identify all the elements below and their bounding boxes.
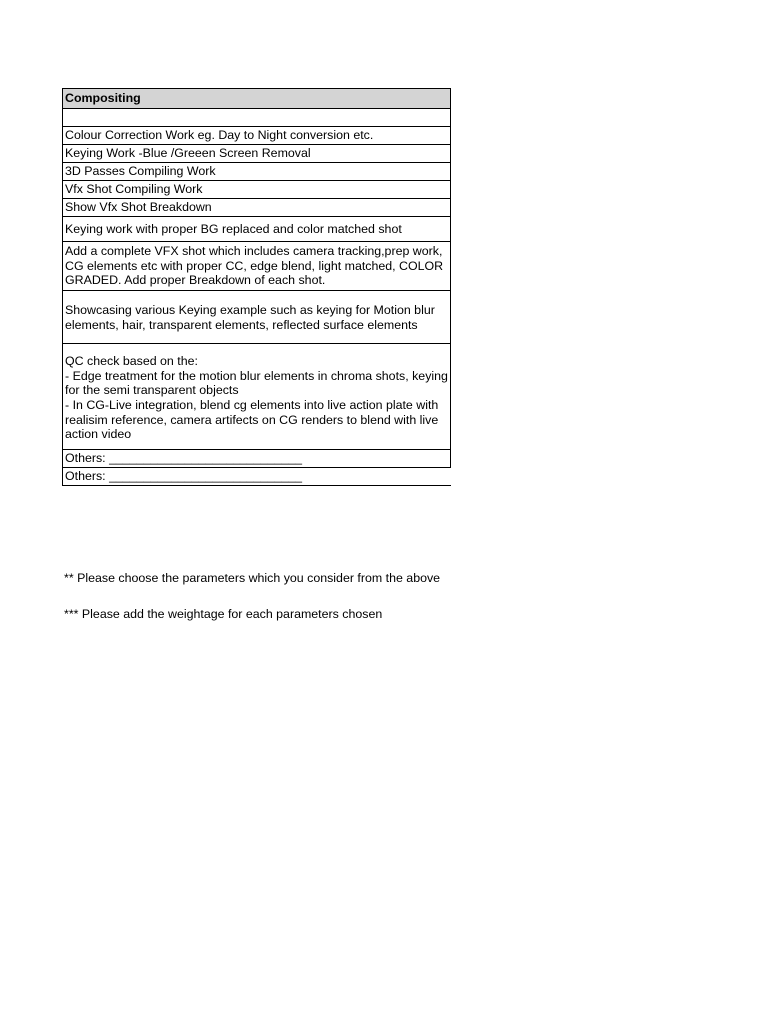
table-cell[interactable]: 3D Passes Compiling Work bbox=[63, 163, 451, 181]
table-row bbox=[63, 450, 451, 468]
compositing-sheet bbox=[62, 88, 451, 486]
table-row bbox=[63, 109, 451, 127]
table-row bbox=[63, 344, 451, 450]
table-header-row bbox=[63, 89, 451, 109]
note-add-weightage: *** Please add the weightage for each parameters chosen bbox=[64, 607, 383, 621]
table-cell[interactable]: Vfx Shot Compiling Work bbox=[63, 181, 451, 199]
table-cell[interactable]: Others: ____________________________ bbox=[63, 468, 451, 486]
table-row bbox=[63, 291, 451, 344]
table-cell[interactable]: QC check based on the: - Edge treatment for the motion blur elements in chroma shots, keying for the semi transparent objects - In CG-Live integration, blend cg elements into live action plate with realisim reference, camera artifects on CG renders to blend with live action video bbox=[63, 344, 451, 450]
table-cell[interactable]: Keying Work -Blue /Greeen Screen Removal bbox=[63, 145, 451, 163]
table-row bbox=[63, 145, 451, 163]
table-cell[interactable]: Keying work with proper BG replaced and color matched shot bbox=[63, 217, 451, 242]
table-cell[interactable]: Colour Correction Work eg. Day to Night conversion etc. bbox=[63, 127, 451, 145]
table-cell[interactable]: Show Vfx Shot Breakdown bbox=[63, 199, 451, 217]
table-row bbox=[63, 199, 451, 217]
table-row bbox=[63, 242, 451, 291]
table-row bbox=[63, 217, 451, 242]
table-row bbox=[63, 468, 451, 486]
table-cell[interactable]: Add a complete VFX shot which includes camera tracking,prep work, CG elements etc with proper CC, edge blend, light matched, COLOR GRADED. Add proper Breakdown of each shot. bbox=[63, 242, 451, 291]
table-row bbox=[63, 181, 451, 199]
compositing-table bbox=[62, 88, 451, 486]
table-cell[interactable] bbox=[63, 109, 451, 127]
table-row bbox=[63, 163, 451, 181]
table-header-cell[interactable]: Compositing bbox=[63, 89, 451, 109]
table-row bbox=[63, 127, 451, 145]
table-cell[interactable]: Others: ____________________________ bbox=[63, 450, 451, 468]
table-cell[interactable]: Showcasing various Keying example such as keying for Motion blur elements, hair, transparent elements, reflected surface elements bbox=[63, 291, 451, 344]
note-choose-parameters: ** Please choose the parameters which you consider from the above bbox=[64, 571, 441, 585]
